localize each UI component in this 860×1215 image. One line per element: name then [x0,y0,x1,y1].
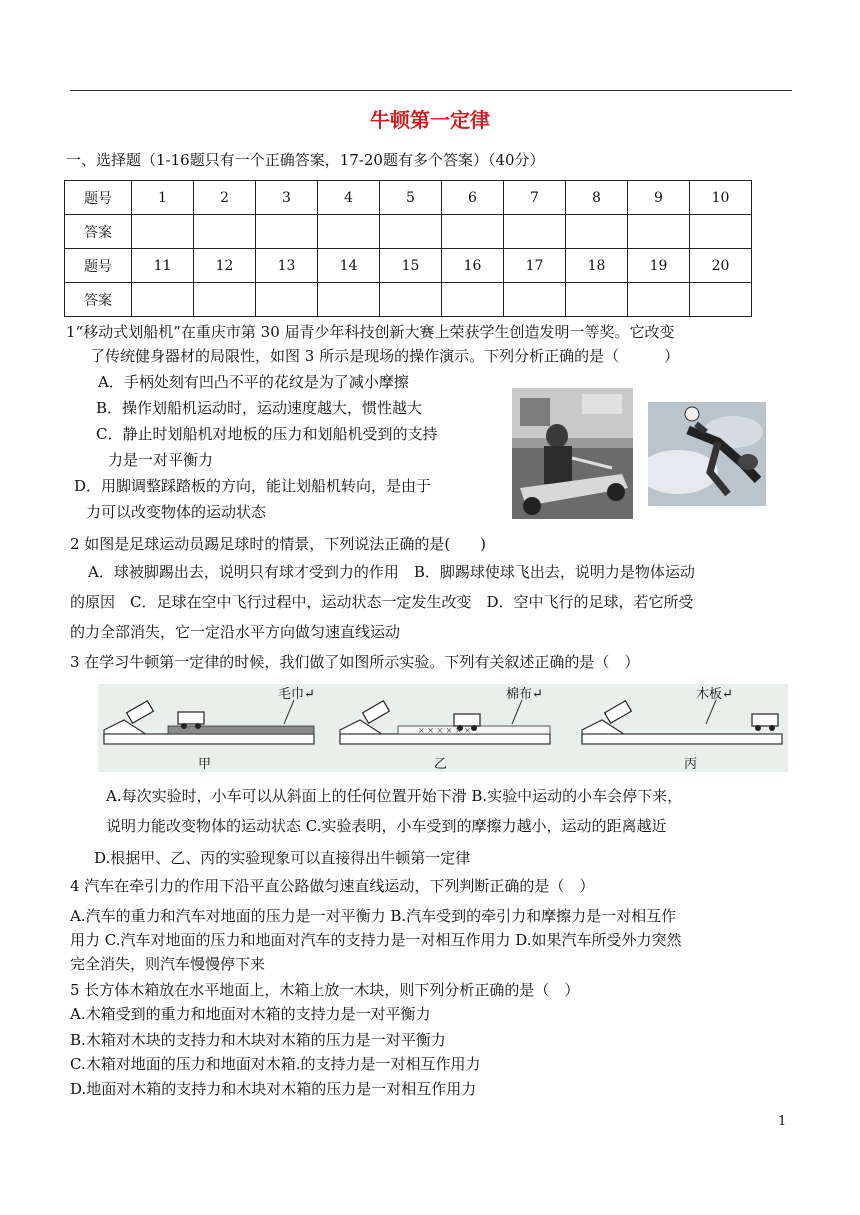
q4-stem: 4 汽车在牵引力的作用下沿平直公路做匀速直线运动，下列判断正确的是（ ） [70,877,595,895]
q1-stem-line2: 了传统健身器材的局限性，如图 3 所示是现场的操作演示。下列分析正确的是（ ） [90,347,680,365]
header-rule [70,90,792,91]
page-number: 1 [778,1114,787,1129]
row-label: 题号 [65,249,132,283]
q5-option-d: D.地面对木箱的支持力和木块对木箱的压力是一对相互作用力 [70,1080,477,1098]
table-cell: 19 [628,249,690,283]
q5-option-c: C.木箱对地面的压力和地面对木箱.的支持力是一对相互作用力 [70,1055,481,1073]
table-cell: 16 [442,249,504,283]
q1-option-d-line1: D．用脚调整踩踏板的方向，能让划船机转向，是由于 [74,477,432,495]
table-cell: 7 [504,181,566,215]
table-row [65,283,752,317]
q2-stem: 2 如图是足球运动员踢足球时的情景，下列说法正确的是( ) [70,535,487,553]
section-heading: 一、选择题（1-16题只有一个正确答案，17-20题有多个答案）（40分） [66,151,545,169]
table-cell: 4 [318,181,380,215]
q1-option-c-line1: C．静止时划船机对地板的压力和划船机受到的支持 [96,425,438,443]
answer-cell[interactable] [132,283,194,317]
label-yi: 乙 [434,757,448,772]
table-row [65,181,752,215]
answer-cell[interactable] [504,283,566,317]
table-cell: 17 [504,249,566,283]
table-cell: 9 [628,181,690,215]
table-cell: 1 [132,181,194,215]
q3-line1: A.每次实验时，小车可以从斜面上的任何位置开始下滑 B.实验中运动的小车会停下来， [106,787,683,805]
answer-cell[interactable] [318,215,380,249]
q4-line2: 用力 C.汽车对地面的压力和地面对汽车的支持力是一对相互作用力 D.如果汽车所受外力突然 [70,931,682,949]
q5-stem: 5 长方体木箱放在水平地面上，木箱上放一木块，则下列分析正确的是（ ） [70,981,580,999]
label-bing: 丙 [684,757,698,772]
q5-option-b: B.木箱对木块的支持力和木块对木箱的压力是一对平衡力 [70,1031,446,1049]
table-cell: 2 [194,181,256,215]
answer-cell[interactable] [628,283,690,317]
q1-option-c-line2: 力是一对平衡力 [108,451,214,469]
answer-cell[interactable] [132,215,194,249]
answer-cell[interactable] [566,283,628,317]
answer-cell[interactable] [690,215,752,249]
answer-cell[interactable] [194,215,256,249]
q3-line2: 说明力能改变物体的运动状态 C.实验表明，小车受到的摩擦力越小，运动的距离越近 [106,817,667,835]
table-cell: 20 [690,249,752,283]
table-cell: 13 [256,249,318,283]
answer-table [64,180,752,317]
row-label: 答案 [65,283,132,317]
answer-cell[interactable] [318,283,380,317]
table-cell: 11 [132,249,194,283]
answer-cell[interactable] [380,215,442,249]
label-cotton: 棉布↵ [506,687,543,702]
page-title: 牛顿第一定律 [370,108,490,132]
answer-cell[interactable] [194,283,256,317]
table-cell: 3 [256,181,318,215]
label-jia: 甲 [198,757,212,772]
q2-line1: A．球被脚踢出去，说明只有球才受到力的作用 B．脚踢球使球飞出去，说明力是物体运动 [88,563,695,581]
table-cell: 15 [380,249,442,283]
answer-cell[interactable] [256,215,318,249]
label-board: 木板↵ [696,687,733,702]
q1-stem-line1: 1“移动式划船机”在重庆市第 30 届青少年科技创新大赛上荣获学生创造发明一等奖。它改变 [66,323,675,341]
q2-line2: 的原因 C．足球在空中飞行过程中，运动状态一定发生改变 D．空中飞行的足球，若它所受 [70,593,694,611]
label-towel: 毛巾↵ [278,687,315,702]
answer-cell[interactable] [504,215,566,249]
table-cell: 10 [690,181,752,215]
q4-line1: A.汽车的重力和汽车对地面的压力是一对平衡力 B.汽车受到的牵引力和摩擦力是一对相互作 [70,907,677,925]
answer-cell[interactable] [442,215,504,249]
answer-cell[interactable] [628,215,690,249]
football-player-photo [648,402,766,506]
friction-experiment-figure [98,684,788,772]
answer-cell[interactable] [442,283,504,317]
row-label: 答案 [65,215,132,249]
q1-option-d-line2: 力可以改变物体的运动状态 [86,503,267,521]
svg-text:× × × × × ×: × × × × × × [418,726,471,735]
table-cell: 6 [442,181,504,215]
row-label: 题号 [65,181,132,215]
q5-option-a: A.木箱受到的重力和地面对木箱的支持力是一对平衡力 [70,1005,431,1023]
table-cell: 12 [194,249,256,283]
q2-line3: 的力全部消失，它一定沿水平方向做匀速直线运动 [70,623,401,641]
q3-line3: D.根据甲、乙、丙的实验现象可以直接得出牛顿第一定律 [94,849,471,867]
table-cell: 8 [566,181,628,215]
answer-cell[interactable] [566,215,628,249]
q4-line3: 完全消失，则汽车慢慢停下来 [70,955,266,973]
table-row [65,249,752,283]
table-cell: 5 [380,181,442,215]
answer-cell[interactable] [690,283,752,317]
q1-option-a: A．手柄处刻有凹凸不平的花纹是为了减小摩擦 [98,373,409,391]
answer-cell[interactable] [380,283,442,317]
rowing-machine-photo [512,388,633,519]
q3-stem: 3 在学习牛顿第一定律的时候，我们做了如图所示实验。下列有关叙述正确的是（ ） [70,653,640,671]
table-cell: 18 [566,249,628,283]
answer-cell[interactable] [256,283,318,317]
table-row [65,215,752,249]
q1-option-b: B．操作划船机运动时，运动速度越大，惯性越大 [96,399,423,417]
table-cell: 14 [318,249,380,283]
